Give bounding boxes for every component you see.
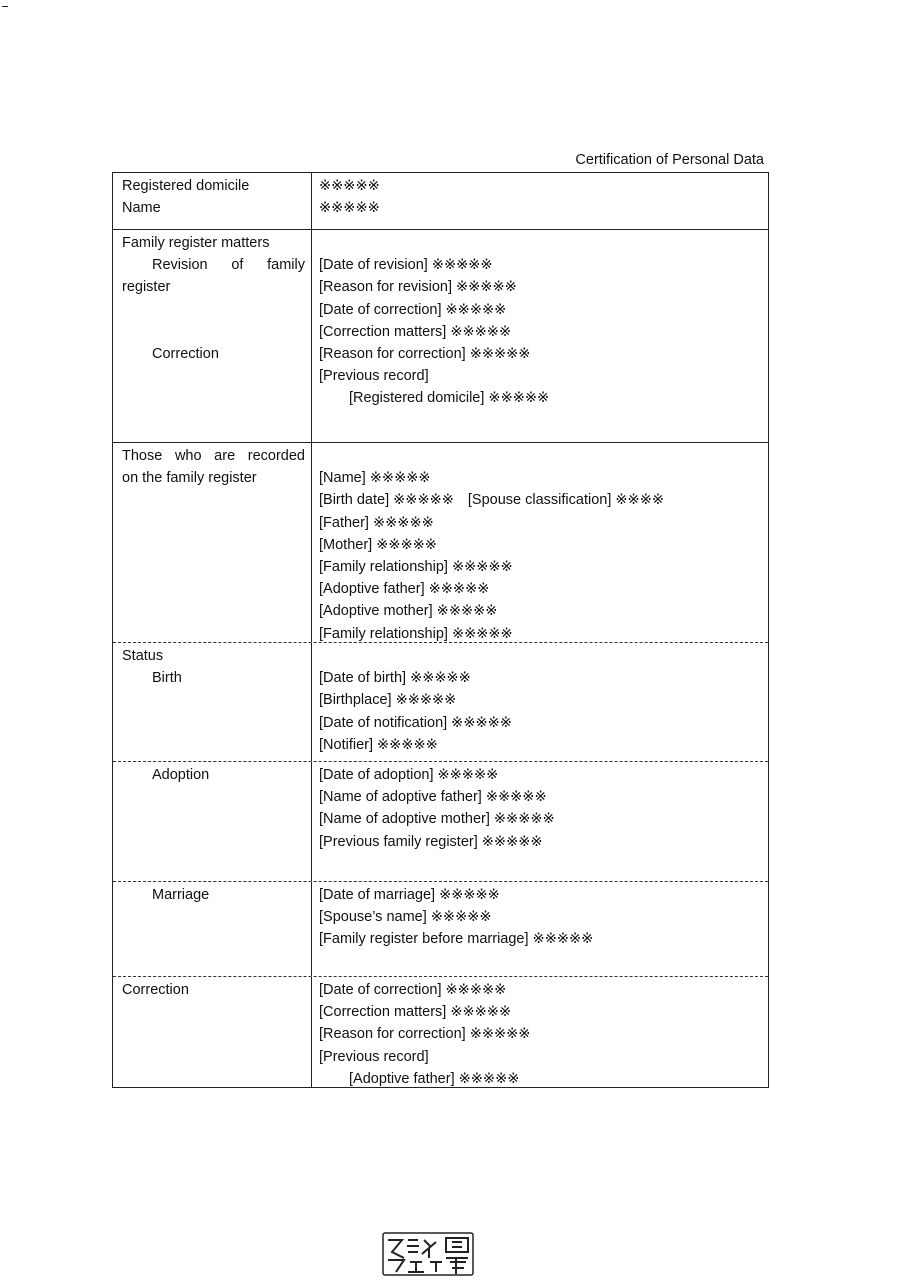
notifier: [Notifier] ※※※※※ — [319, 736, 438, 753]
previous-family-register: [Previous family register] ※※※※※ — [319, 833, 543, 850]
revision-word: Revision — [152, 257, 208, 274]
spouse-classification: [Spouse classification] ※※※※ — [467, 492, 664, 509]
seal-image — [382, 1232, 474, 1276]
correction-matters: [Correction matters] ※※※※※ — [319, 323, 512, 340]
birth-date-spouse-line — [319, 489, 768, 511]
date-of-adoption: [Date of adoption] ※※※※※ — [319, 767, 499, 783]
adoption-row — [113, 761, 768, 881]
correction-date: [Date of correction] ※※※※※ — [319, 982, 507, 998]
date-of-revision: [Date of revision] ※※※※※ — [319, 257, 493, 274]
previous-adoptive-father: [Adoptive father] ※※※※※ — [349, 1070, 520, 1087]
adoptive-father: [Adoptive father] ※※※※※ — [319, 581, 490, 598]
person-name: [Name] ※※※※※ — [319, 470, 431, 487]
those-recorded-label: Those who are recorded — [122, 448, 305, 464]
marriage-row — [113, 881, 768, 976]
marriage-label: Marriage — [152, 887, 210, 903]
spouse-name: [Spouse’s name] ※※※※※ — [319, 909, 492, 926]
reason-for-correction: [Reason for correction] ※※※※※ — [319, 345, 531, 362]
corner-mark — [2, 6, 8, 7]
family-word: family — [267, 257, 305, 274]
reason-for-correction-2: [Reason for correction] ※※※※※ — [319, 1026, 531, 1043]
correction-matters-2: [Correction matters] ※※※※※ — [319, 1004, 512, 1021]
of-word: of — [231, 257, 244, 274]
registered-domicile-value: ※※※※※ — [319, 178, 380, 194]
date-of-notification: [Date of notification] ※※※※※ — [319, 714, 512, 731]
name-of-adoptive-father: [Name of adoptive father] ※※※※※ — [319, 789, 547, 806]
translator-seal-stamp — [382, 1232, 474, 1276]
status-birth-row — [113, 642, 768, 761]
date-of-birth: [Date of birth] ※※※※※ — [319, 670, 471, 687]
date-of-marriage: [Date of marriage] ※※※※※ — [319, 887, 500, 903]
name-label: Name — [122, 200, 161, 217]
family-register-matters-row — [113, 229, 768, 442]
father: [Father] ※※※※※ — [319, 514, 434, 531]
name-value: ※※※※※ — [319, 200, 380, 217]
family-register-before-marriage: [Family register before marriage] ※※※※※ — [319, 931, 594, 948]
mother: [Mother] ※※※※※ — [319, 536, 437, 553]
register-word: register — [122, 279, 171, 296]
previous-record-2: [Previous record] — [319, 1048, 429, 1065]
adoptive-mother: [Adoptive mother] ※※※※※ — [319, 603, 498, 620]
birth-label: Birth — [152, 670, 182, 687]
on-family-register-label: on the family register — [122, 470, 257, 487]
previous-record: [Previous record] — [319, 368, 429, 385]
adoptive-family-relationship: [Family relationship] ※※※※※ — [319, 625, 513, 642]
name-of-adoptive-mother: [Name of adoptive mother] ※※※※※ — [319, 811, 555, 828]
family-register-matters-label: Family register matters — [122, 235, 270, 251]
personal-data-table — [112, 172, 769, 1088]
correction-row — [113, 976, 768, 1087]
correction-label: Correction — [152, 345, 219, 362]
status-label: Status — [122, 648, 164, 664]
domicile-name-row — [113, 173, 768, 229]
previous-registered-domicile: [Registered domicile] ※※※※※ — [349, 390, 550, 407]
family-relationship: [Family relationship] ※※※※※ — [319, 558, 513, 575]
adoption-label: Adoption — [152, 767, 210, 783]
birth-date: [Birth date] ※※※※※ — [319, 492, 454, 509]
revision-label — [122, 254, 305, 276]
reason-for-revision: [Reason for revision] ※※※※※ — [319, 279, 517, 296]
date-of-correction: [Date of correction] ※※※※※ — [319, 301, 507, 318]
recorded-persons-row — [113, 442, 768, 642]
birthplace: [Birthplace] ※※※※※ — [319, 692, 457, 709]
document-title: Certification of Personal Data — [575, 152, 764, 168]
correction-section-label: Correction — [122, 982, 189, 998]
registered-domicile-label: Registered domicile — [122, 178, 250, 194]
